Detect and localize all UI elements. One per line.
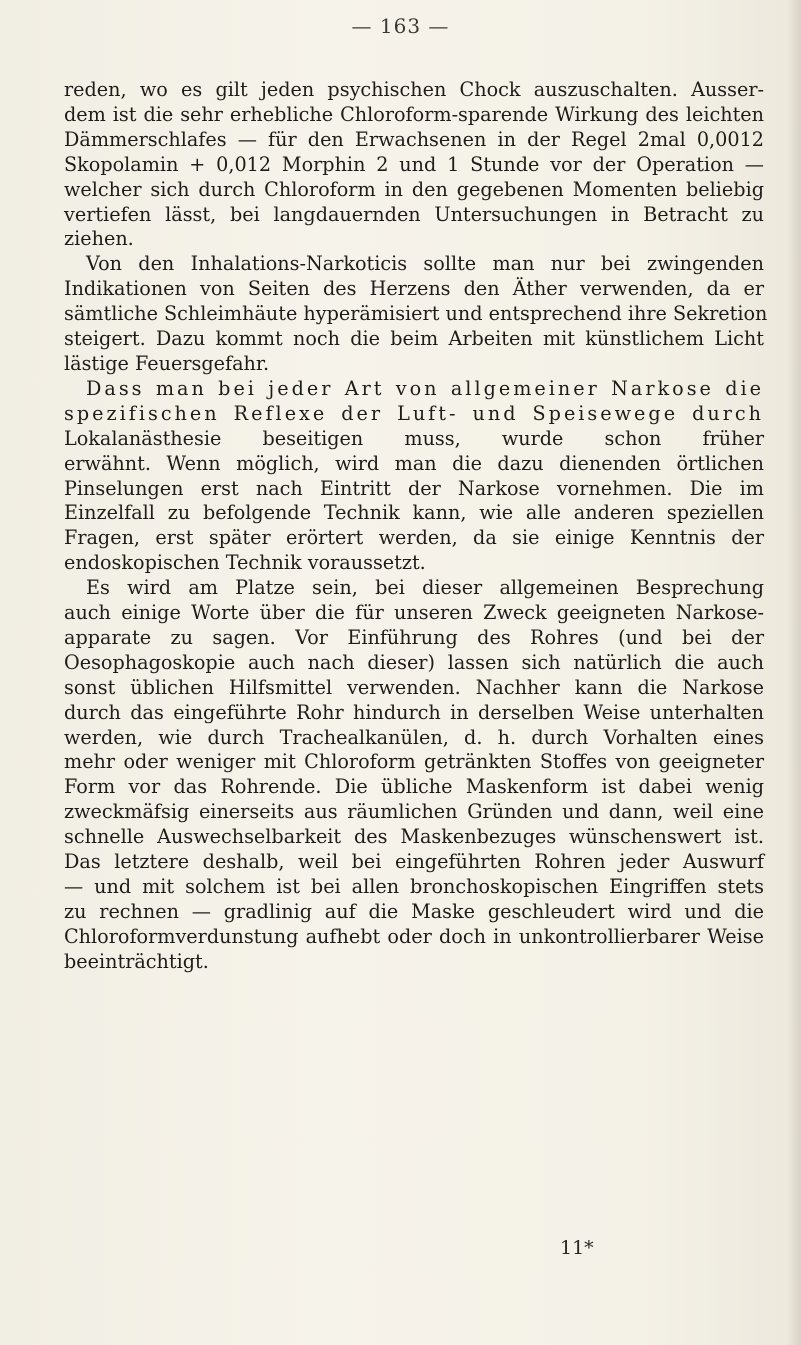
- text-line: Lokalanästhesie beseitigen muss, wurde schon früher: [64, 426, 764, 450]
- text-line: Das letztere deshalb, weil bei eingeführten Rohren jeder Auswurf: [64, 850, 764, 874]
- text-line: beeinträchtigt.: [64, 949, 209, 973]
- text-line: — und mit solchem ist bei allen bronchoskopischen Eingriffen stets: [64, 875, 764, 898]
- text-line: steigert. Dazu kommt noch die beim Arbeiten mit künstlichem Licht: [64, 327, 764, 351]
- page-number: — 163 —: [351, 14, 450, 38]
- text-line: sämtliche Schleimhäute hyperämisiert und entsprechend ihre Sekretion: [64, 302, 768, 326]
- text-line: werden, wie durch Trachealkanülen, d. h. durch Vorhalten eines: [64, 725, 764, 749]
- text-line: spezifischen Reflexe der Luft- und Speisewege durch: [64, 401, 764, 425]
- text-line: durch das eingeführte Rohr hindurch in derselben Weise unterhalten: [64, 700, 764, 724]
- text-line: Form vor das Rohrende. Die übliche Maskenform ist dabei wenig: [64, 775, 764, 799]
- text-line: Einzelfall zu befolgende Technik kann, wie alle anderen speziellen: [64, 501, 764, 525]
- text-line: reden, wo es gilt jeden psychischen Chock auszuschalten. Ausser-: [64, 78, 764, 101]
- text-line: ziehen.: [64, 227, 134, 251]
- text-line: Von den Inhalations-Narkoticis sollte man nur bei zwingenden: [86, 252, 764, 276]
- text-line: sonst üblichen Hilfsmittel verwenden. Nachher kann die Narkose: [64, 675, 764, 699]
- text-line: Chloroformverdunstung aufhebt oder doch in unkontrollierbarer Weise: [64, 924, 764, 948]
- text-line: lästige Feuersgefahr.: [64, 351, 270, 375]
- text-line: apparate zu sagen. Vor Einführung des Rohres (und bei der: [64, 625, 764, 649]
- text-line: Oesophagoskopie auch nach dieser) lassen sich natürlich die auch: [64, 650, 764, 674]
- body-text: [64, 78, 768, 975]
- text-line: Indikationen von Seiten des Herzens den Äther verwenden, da er: [64, 277, 764, 301]
- text-line: vertiefen lässt, bei langdauernden Untersuchungen in Betracht zu: [64, 202, 764, 226]
- text-line: endoskopischen Technik voraussetzt.: [64, 551, 426, 575]
- text-line: Pinselungen erst nach Eintritt der Narkose vornehmen. Die im: [64, 476, 764, 500]
- text-line: auch einige Worte über die für unseren Zweck geeigneten Narkose-: [64, 601, 764, 625]
- text-line: welcher sich durch Chloroform in den gegebenen Momenten beliebig: [64, 177, 764, 201]
- text-line: mehr oder weniger mit Chloroform getränkten Stoffes von geeigneter: [64, 750, 764, 774]
- text-line: Dass man bei jeder Art von allgemeiner Narkose die: [86, 376, 764, 400]
- text-line: schnelle Auswechselbarkeit des Maskenbezuges wünschenswert ist.: [64, 825, 764, 849]
- text-line: Skopolamin + 0,012 Morphin 2 und 1 Stunde vor der Operation —: [64, 152, 764, 176]
- text-line: erwähnt. Wenn möglich, wird man die dazu dienenden örtlichen: [64, 451, 764, 475]
- text-line: Es wird am Platze sein, bei dieser allgemeinen Besprechung: [86, 576, 764, 600]
- text-line: dem ist die sehr erhebliche Chloroform-sparende Wirkung des leichten: [64, 102, 764, 126]
- text-line: Dämmerschlafes — für den Erwachsenen in der Regel 2mal 0,0012: [64, 127, 764, 151]
- text-line: Fragen, erst später erörtert werden, da sie einige Kenntnis der: [64, 526, 764, 550]
- text-line: zu rechnen — gradlinig auf die Maske geschleudert wird und die: [64, 899, 764, 923]
- text-line: zweckmäfsig einerseits aus räumlichen Gründen und dann, weil eine: [64, 800, 764, 824]
- signature-mark: 11*: [560, 1237, 594, 1259]
- page-edge-shadow: [787, 0, 801, 1345]
